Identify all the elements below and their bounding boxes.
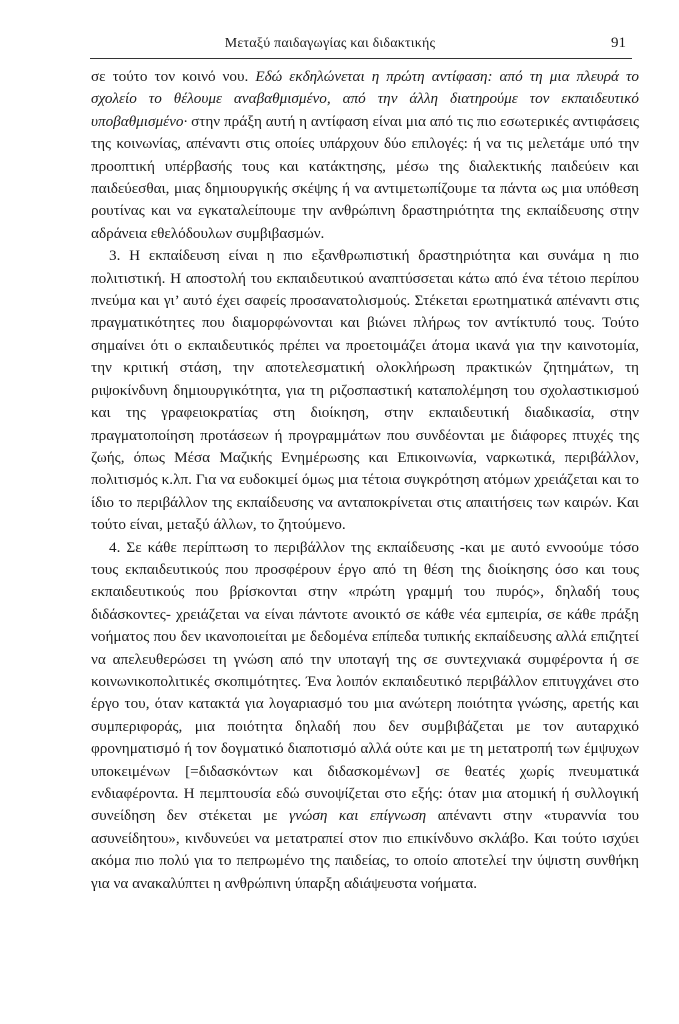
- text-run: 3. Η εκπαίδευση είναι η πιο εξανθρωπιστική δραστηριότητα και συνάμα η πιο πολιτιστική. Η αποστολή του εκπαιδευτικού αναπτύσσεται κάτω από ένα τέτοιο περίπου πνεύμα και γι’ αυτό έχει σαφείς προσανατολισμούς. Στέκεται ερωτηματικά απέναντι στις πραγματικότητες που διαμορφώνονται και βιώνει πλήρως τον αντίκτυπό τους. Τούτο σημαίνει ότι ο εκπαιδευτικός πρέπει να προετοιμάζει άτομα ικανά για την καινοτομία, την κριτική στάση, την αποτελεσματική ολοκλήρωση πρακτικών ζητημάτων, τη ριψοκίνδυνη δημιουργικότητα, για τη ριζοσπαστική καταπολέμηση του σχολαστικισμού και της γραφειοκρατίας στη διοίκηση, στην εκπαιδευτική διαδικασία, στην πραγματοποίηση προτάσεων ή προγραμμάτων που συνδέονται με διάφορες πτυχές της ζωής, όπως Μέσα Μαζικής Ενημέρωσης και Επικοινωνία, ναρκωτικά, περιβάλλον, πολιτισμός κ.λπ. Για να ευδοκιμεί όμως μια τέτοια συγκρότηση ατόμων χρειάζεται και το ίδιο το περιβάλλον της εκπαίδευσης να ανταποκρίνεται στις απαιτήσεις των καιρών. Και τούτο είναι, μεταξύ άλλων, το ζητούμενο.: [91, 247, 639, 534]
- text-run: 4. Σε κάθε περίπτωση το περιβάλλον της εκπαίδευσης -και με αυτό εννοούμε τόσο τους εκπαιδευτικούς που προσφέρουν έργο από τη θέση της διοίκησης όσο και τους εκπαιδευτικούς που βρίσκονται στην «πρώτη γραμμή του πυρός», δηλαδή τους διδάσκοντες- χρειάζεται να είναι πάντοτε ανοικτό σε κάθε νέα εμπειρία, σε κάθε πράξη νοήματος που δεν ικανοποιείται με δεδομένα επίπεδα τυπικής εκπαίδευσης αλλά επιζητεί να απελευθερώσει τη γνώση από την υποταγή της σε συντεχνιακά συμφέροντα ή σε κοινωνικοπολιτικές σκοπιμότητες. Ένα λοιπόν εκπαιδευτικό περιβάλλον επιτυγχάνει στο έργο του, όταν κατακτά για λογαριασμό του μια ανώτερη ποιότητα γνώσης, αρετής και συμπεριφοράς, μια ποιότητα δηλαδή που δεν συμβιβάζεται με τον αυταρχικό φρονηματισμό ή τον δογματικό διαποτισμό αλλά ούτε και με τη μετατροπή των έμψυχων υποκειμένων [=διδασκόντων και διδασκομένων] σε θεατές χωρίς πνευματικά ενδιαφέροντα. Η πεμπτουσία εδώ συνοψίζεται στο εξής: όταν μια ατομική ή συλλογική συνείδηση δεν στέκεται με: [91, 538, 639, 825]
- emphasized-text: Εδώ εκδηλώνεται η πρώτη αντίφαση: από τη μια πλευρά το σχολείο το θέλουμε αναβαθμισμένο, από την άλλη διατηρούμε τον εκπαιδευτικό υποβαθμισμένο·: [91, 68, 640, 130]
- page-number: 91: [611, 35, 626, 51]
- running-header: [90, 28, 630, 52]
- text-run: απέναντι στην «τυραννία του ασυνείδητου», κινδυνεύει να μετατραπεί στον πιο επικίνδυνο σκλάβο. Και τούτο ισχύει ακόμα πιο πολύ για το πεπρωμένο της παιδείας, το οποίο αποτελεί την ύψιστη συνθήκη για να ανακαλύπτει η ανθρώπινη ύπαρξη αδιάψευστα νοήματα.: [91, 807, 639, 892]
- paragraph-continuation: [91, 66, 639, 245]
- emphasized-text: γνώση και επίγνωση: [289, 807, 427, 825]
- paragraph-4: [91, 537, 639, 896]
- running-header-title: Μεταξύ παιδαγωγίας και διδακτικής: [224, 36, 436, 51]
- text-run: στην πράξη αυτή η αντίφαση είναι μια από τις πιο εσωτερικές αντιφάσεις της κοινωνίας, απέναντι στις οποίες υπάρχουν δύο επιλογές: ή να τις μελετάμε υπό την προοπτική υπέρβασής τους και κατάκτησης, μέσω της διαλεκτικής παιδεύειν και παιδεύεσθαι, μιας δημιουργικής σκέψης ή να αντιμετωπίζουμε τα πάντα ως μια υπόθεση ρουτίνας και να εγκαταλείπουμε την ανθρώπινη δραστηριότητα της εκπαίδευσης στην αδράνεια εθελόδουλων συμβιβασμών.: [91, 112, 639, 242]
- header-divider: [90, 58, 632, 59]
- text-run: σε τούτο τον κοινό νου.: [91, 68, 256, 85]
- paragraph-3: [91, 245, 639, 536]
- body-text: [91, 66, 639, 895]
